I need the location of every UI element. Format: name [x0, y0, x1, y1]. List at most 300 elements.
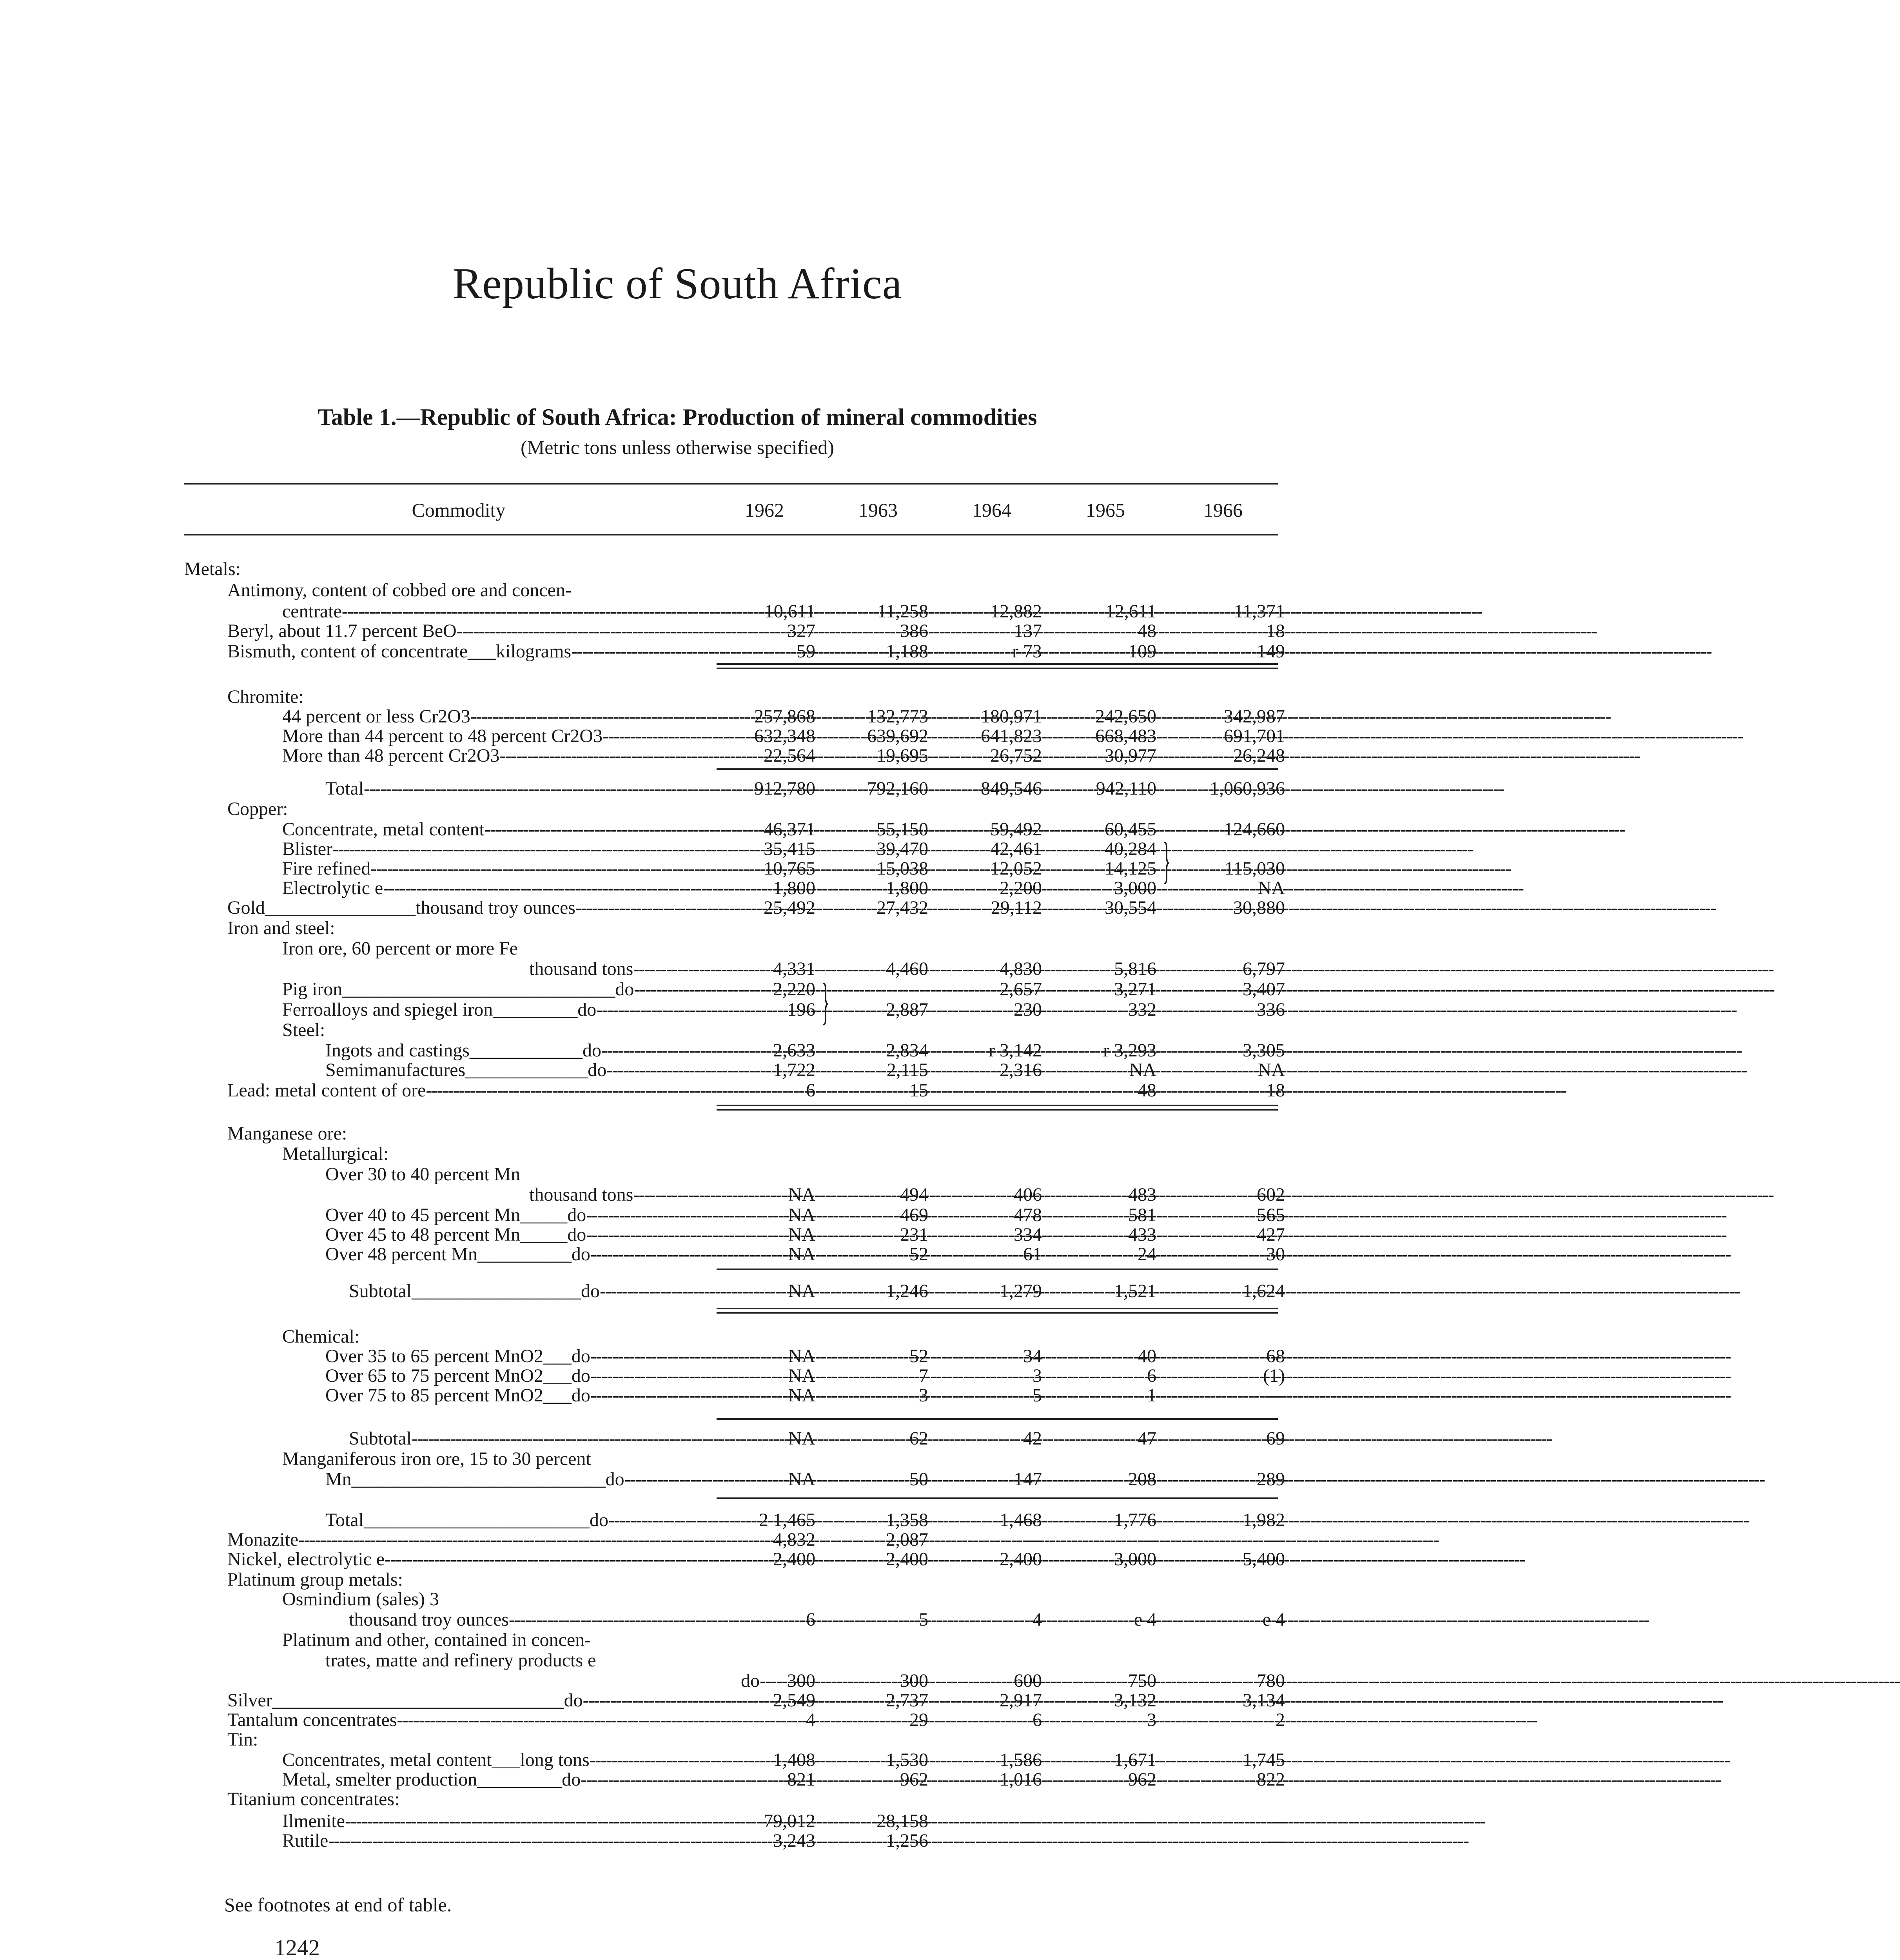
value-1966 [1183, 938, 1285, 959]
subtotal-rule [717, 1497, 1278, 1499]
table-row [0, 746, 1355, 766]
value-1965: r 3,293 [1103, 1040, 1156, 1061]
value-1962: NA [788, 1469, 815, 1490]
value-1965: 581 [1128, 1205, 1156, 1225]
value-1962: 46,371 [764, 819, 815, 840]
value-1963: 7 [919, 1365, 928, 1386]
value-1962: 2,633 [773, 1040, 815, 1061]
value-1964: 4,830 [1000, 958, 1042, 979]
table-row [0, 1244, 1355, 1265]
value-1964: 2,400 [1000, 1549, 1042, 1570]
commodity-label: Pig iron_____________________________do ----- [184, 979, 719, 1000]
value-1964 [940, 1650, 1042, 1671]
value-1965: 30,554 [1105, 897, 1156, 918]
value-1962 [713, 1650, 815, 1671]
value-1964: 334 [1014, 1224, 1042, 1245]
commodity-label: Fire refined ----- [184, 858, 719, 879]
table-row [0, 979, 1355, 1000]
commodity-label: Bismuth, content of concentrate___kilograms ----- [184, 641, 719, 662]
commodity-label: Subtotal__________________do ----- [184, 1281, 719, 1301]
value-1966: --- [1266, 1385, 1285, 1406]
commodity-label: Iron and steel: [227, 918, 335, 938]
value-1964: 59,492 [990, 819, 1042, 840]
commodity-label: More than 48 percent Cr2O3 ----- [184, 746, 719, 766]
commodity-label: Over 75 to 85 percent MnO2___do ----- [184, 1385, 719, 1406]
value-1964 [940, 1020, 1042, 1040]
table-row [0, 1123, 1355, 1144]
table-row [0, 1080, 1355, 1101]
table-row [0, 1281, 1355, 1301]
value-1962: 632,348 [754, 726, 815, 746]
value-1963 [826, 1327, 928, 1347]
table-row [0, 1650, 1355, 1671]
value-1965: 6 [1147, 1365, 1156, 1386]
table-row [0, 1789, 1355, 1809]
value-1962: 1,722 [773, 1060, 815, 1080]
table-row [0, 819, 1355, 840]
value-1966 [1183, 1020, 1285, 1040]
value-1962: NA [788, 1346, 815, 1367]
value-1966: 115,030 [1224, 858, 1285, 879]
value-1966 [1183, 1650, 1285, 1671]
value-1962 [713, 580, 815, 601]
value-1964 [940, 687, 1042, 707]
value-1966: NA [1258, 1060, 1285, 1080]
value-1963: 792,160 [867, 778, 928, 799]
value-1966: --- [1266, 1529, 1285, 1550]
value-1964 [940, 1789, 1042, 1809]
value-1966: 26,248 [1233, 745, 1285, 766]
commodity-label: Mn___________________________do ----- [184, 1469, 719, 1490]
table-row [0, 839, 1355, 859]
value-1965: 433 [1128, 1224, 1156, 1245]
value-1963 [826, 1650, 928, 1671]
value-1966: 11,371 [1234, 601, 1285, 622]
value-1965 [1054, 687, 1156, 707]
value-1964: 1,468 [1000, 1510, 1042, 1530]
value-1963: 29 [909, 1710, 928, 1730]
commodity-label: Silver_______________________________do ----- [184, 1690, 719, 1711]
value-1966: 3,134 [1243, 1690, 1285, 1711]
commodity-label: Ilmenite ----- [184, 1811, 719, 1831]
value-1965 [1054, 1144, 1156, 1164]
value-1964: 3 [1033, 1365, 1042, 1386]
value-1965 [1054, 938, 1156, 959]
value-1966: --- [1266, 1811, 1285, 1831]
table-row [0, 726, 1355, 746]
value-1962: 6 [806, 1080, 815, 1101]
value-1962: NA [788, 1184, 815, 1205]
value-1964: 1,016 [1000, 1769, 1042, 1790]
value-1965: 109 [1128, 641, 1156, 662]
value-1964: 600 [1014, 1670, 1042, 1691]
page-title: Republic of South Africa [452, 260, 902, 308]
table-row [0, 898, 1355, 918]
value-1964 [940, 1570, 1042, 1590]
value-1962: 35,415 [764, 838, 815, 859]
commodity-label: Chemical: [282, 1326, 360, 1347]
commodity-label: Electrolytic e ----- [184, 878, 719, 898]
value-1964: 478 [1014, 1205, 1042, 1225]
value-1966: 342,987 [1224, 706, 1285, 727]
value-1962: 196 [787, 999, 815, 1020]
value-1962 [713, 938, 815, 959]
value-1965: 332 [1128, 999, 1156, 1020]
commodity-label: Ingots and castings____________do ----- [184, 1040, 719, 1061]
value-1966: 30,880 [1233, 897, 1285, 918]
value-1962: 6 [806, 1609, 815, 1630]
commodity-label: Osmindium (sales) 3 [282, 1589, 439, 1610]
value-1962: 25,492 [764, 897, 815, 918]
value-1964 [940, 918, 1042, 938]
value-1964 [940, 1164, 1042, 1185]
value-1963: 1,800 [886, 878, 928, 898]
commodity-label: Steel: [282, 1020, 325, 1040]
value-1964 [940, 580, 1042, 601]
value-1963: 19,695 [877, 745, 928, 766]
subtotal-rule [717, 1418, 1278, 1420]
value-1962 [713, 1730, 815, 1750]
value-1964: 2,917 [1000, 1690, 1042, 1711]
value-1966 [1183, 918, 1285, 938]
table-row [0, 959, 1355, 979]
value-1963 [826, 1144, 928, 1164]
value-1962: 2 1,465 [759, 1510, 815, 1530]
table-row [0, 1610, 1355, 1630]
table-row [0, 1185, 1355, 1205]
value-1962: 79,012 [764, 1811, 815, 1831]
commodity-label: Copper: [227, 799, 288, 819]
value-1965: --- [1138, 1811, 1156, 1831]
value-1962 [713, 559, 815, 579]
table-row [0, 1630, 1355, 1650]
value-1964 [940, 1144, 1042, 1164]
value-1966 [1183, 687, 1285, 707]
value-1965: 3,132 [1114, 1690, 1156, 1711]
value-1966: 68 [1266, 1346, 1285, 1367]
table-subcaption: (Metric tons unless otherwise specified) [521, 436, 834, 458]
value-1965: 48 [1138, 621, 1156, 641]
commodity-label: centrate ----- [184, 601, 719, 622]
value-1965: 47 [1138, 1428, 1156, 1449]
value-1965: 242,650 [1095, 706, 1156, 727]
value-1965: 942,110 [1096, 778, 1156, 799]
value-1966: 822 [1257, 1769, 1285, 1790]
value-1966: 336 [1257, 999, 1285, 1020]
commodity-label: Metals: [184, 559, 241, 579]
value-1963: 639,692 [867, 726, 928, 746]
value-1964: 12,882 [990, 601, 1042, 622]
brace-icon: } [821, 973, 830, 1030]
value-1963: 5 [919, 1609, 928, 1630]
commodity-label: Subtotal ----- [184, 1428, 719, 1449]
section-double-rule [717, 1308, 1278, 1314]
value-1965: 3 [1147, 1710, 1156, 1730]
column-header-1965: 1965 [1086, 499, 1125, 521]
value-1966: 6,797 [1243, 958, 1285, 979]
value-1964: 147 [1014, 1469, 1042, 1490]
commodity-label: Blister ----- [184, 839, 719, 859]
value-1962: 1,800 [773, 878, 815, 898]
value-1962: NA [788, 1244, 815, 1265]
value-1965: NA [1129, 1060, 1156, 1080]
value-1962: 2,220 [773, 979, 815, 1000]
value-1964: 1,279 [1000, 1281, 1042, 1301]
value-1965 [1054, 1123, 1156, 1144]
value-1964 [940, 938, 1042, 959]
column-header-commodity: Commodity [412, 499, 506, 521]
table-row [0, 706, 1355, 727]
commodity-label: Platinum group metals: [227, 1569, 403, 1590]
table-row [0, 918, 1355, 938]
value-1965: 12,611 [1105, 601, 1156, 622]
commodity-label: thousand tons ----- [184, 959, 719, 979]
table-row [0, 601, 1355, 622]
value-1962 [713, 1789, 815, 1809]
commodity-label: Tantalum concentrates ----- [184, 1710, 719, 1730]
value-1966 [1183, 799, 1285, 819]
value-1963: 2,737 [886, 1690, 928, 1711]
table-row [0, 1144, 1355, 1164]
value-1963 [826, 1789, 928, 1809]
value-1963: 50 [909, 1469, 928, 1490]
value-1966: 780 [1257, 1670, 1285, 1691]
commodity-label: Ferroalloys and spiegel iron_________do ----- [184, 1000, 719, 1020]
value-1965: 3,000 [1114, 1549, 1156, 1570]
commodity-label: Semimanufactures_____________do ----- [184, 1060, 719, 1080]
value-1963: 15 [909, 1080, 928, 1101]
table-row [0, 1750, 1355, 1770]
value-1962: 2,549 [773, 1690, 815, 1711]
value-1963: 28,158 [877, 1811, 928, 1831]
table-row [0, 799, 1355, 819]
commodity-label: Chromite: [227, 686, 304, 707]
value-1963: 15,038 [877, 858, 928, 879]
value-1962: NA [788, 1385, 815, 1406]
value-1962 [713, 799, 815, 819]
value-1965: --- [1138, 1529, 1156, 1550]
value-1965: 1 [1147, 1385, 1156, 1406]
value-1963 [826, 1164, 928, 1185]
value-1966 [1183, 1449, 1285, 1469]
value-1964: 61 [1023, 1244, 1042, 1265]
value-1962: 4 [806, 1710, 815, 1730]
value-1964 [940, 1630, 1042, 1650]
commodity-label: Total________________________do ----- [184, 1510, 719, 1530]
value-1966: 289 [1257, 1469, 1285, 1490]
subtotal-rule [717, 768, 1278, 770]
value-1966: 18 [1266, 621, 1285, 641]
column-header-1962: 1962 [745, 499, 784, 521]
commodity-label: Over 30 to 40 percent Mn [325, 1164, 521, 1185]
commodity-label: Concentrate, metal content ----- [184, 819, 719, 840]
value-1965 [1054, 1020, 1156, 1040]
table-row [0, 1164, 1355, 1185]
table-caption: Table 1.—Republic of South Africa: Production of mineral commodities [318, 404, 1037, 430]
value-1963 [826, 1570, 928, 1590]
value-1962 [713, 1630, 815, 1650]
value-1964 [940, 1449, 1042, 1469]
value-1962: 2,400 [773, 1549, 815, 1570]
section-double-rule [717, 1105, 1278, 1111]
commodity-label: Over 48 percent Mn__________do ----- [184, 1244, 719, 1265]
value-1963: 3 [919, 1385, 928, 1406]
value-1964 [940, 799, 1042, 819]
value-1966 [1183, 1630, 1285, 1650]
value-1963: 4,460 [886, 958, 928, 979]
value-1962: NA [788, 1224, 815, 1245]
value-1966: --- [1266, 1830, 1285, 1851]
commodity-label: Total ----- [184, 779, 719, 799]
table-row [0, 1469, 1355, 1490]
value-1963 [826, 580, 928, 601]
value-1962 [713, 1449, 815, 1469]
value-1965: 1,521 [1114, 1281, 1156, 1301]
value-1966: 124,660 [1224, 819, 1285, 840]
value-1965 [1054, 1449, 1156, 1469]
value-1966 [1183, 1730, 1285, 1750]
value-1966: 691,701 [1224, 726, 1285, 746]
table-row [0, 1040, 1355, 1061]
column-header-1964: 1964 [972, 499, 1011, 521]
value-1963: 1,246 [886, 1281, 928, 1301]
value-1966: 1,982 [1243, 1510, 1285, 1530]
value-1962: 257,868 [754, 706, 815, 727]
table-row [0, 1690, 1355, 1711]
value-1963 [826, 1020, 928, 1040]
value-1963: 62 [909, 1428, 928, 1449]
value-1963 [826, 1123, 928, 1144]
value-1966: 2 [1276, 1710, 1285, 1730]
value-1964: 137 [1014, 621, 1042, 641]
table-row [0, 878, 1355, 898]
value-1965 [1054, 1327, 1156, 1347]
commodity-label: Iron ore, 60 percent or more Fe [282, 938, 518, 959]
value-1965: 40,284 [1105, 838, 1156, 859]
value-1964 [940, 1327, 1042, 1347]
value-1965 [1054, 1730, 1156, 1750]
commodity-label: 44 percent or less Cr2O3 ----- [184, 706, 719, 727]
commodity-label: Nickel, electrolytic e ----- [184, 1549, 719, 1570]
value-1963: 55,150 [877, 819, 928, 840]
commodity-label: Platinum and other, contained in concen- [282, 1630, 591, 1650]
value-1965: 750 [1128, 1670, 1156, 1691]
table-row [0, 858, 1355, 879]
value-1964: 34 [1023, 1346, 1042, 1367]
table-row [0, 1385, 1355, 1406]
value-1963: 1,188 [886, 641, 928, 662]
page-number: 1242 [274, 1935, 320, 1960]
table-row [0, 1428, 1355, 1449]
value-1965: 208 [1128, 1469, 1156, 1490]
value-1962: NA [788, 1428, 815, 1449]
table-row [0, 1710, 1355, 1730]
table-row [0, 1000, 1355, 1020]
value-1963: 52 [909, 1244, 928, 1265]
table-row [0, 1831, 1355, 1851]
commodity-label: Antimony, content of cobbed ore and concen- [227, 580, 572, 601]
value-1966: 69 [1266, 1428, 1285, 1449]
table-row [0, 580, 1355, 601]
table-row [0, 1225, 1355, 1245]
value-1962: 3,243 [773, 1830, 815, 1851]
value-1964: r 3,142 [989, 1040, 1042, 1061]
value-1963: 27,432 [877, 897, 928, 918]
header-top-rule [184, 483, 1278, 485]
table-row [0, 1346, 1355, 1367]
value-1966 [1183, 580, 1285, 601]
table-row [0, 1589, 1355, 1610]
value-1964: 4 [1033, 1609, 1042, 1630]
value-1965: 962 [1128, 1769, 1156, 1790]
value-1963: 386 [900, 621, 928, 641]
value-1963: 231 [900, 1224, 928, 1245]
value-1963: 2,115 [886, 1060, 928, 1080]
commodity-label: Metallurgical: [282, 1143, 389, 1164]
value-1965 [1054, 799, 1156, 819]
value-1964: --- [1023, 1529, 1042, 1550]
value-1963 [826, 1730, 928, 1750]
table-row [0, 1327, 1355, 1347]
value-1966: 602 [1257, 1184, 1285, 1205]
value-1964: 2,316 [1000, 1060, 1042, 1080]
value-1965 [1054, 559, 1156, 579]
value-1963 [826, 559, 928, 579]
value-1965: 24 [1138, 1244, 1156, 1265]
value-1962: 4,331 [773, 958, 815, 979]
commodity-label: Beryl, about 11.7 percent BeO ----- [184, 621, 719, 641]
value-1962: 4,832 [773, 1529, 815, 1550]
value-1965: 3,000 [1114, 878, 1156, 898]
value-1965: 14,125 [1105, 858, 1156, 879]
value-1966: 5,400 [1243, 1549, 1285, 1570]
value-1966 [1183, 1144, 1285, 1164]
commodity-label: Manganiferous iron ore, 15 to 30 percent [282, 1448, 591, 1469]
commodity-label: Gold________________thousand troy ounces ----- [184, 898, 719, 918]
value-1962 [713, 1020, 815, 1040]
value-1962: 22,564 [764, 745, 815, 766]
value-1962: 821 [787, 1769, 815, 1790]
value-1964: 2,200 [1000, 878, 1042, 898]
value-1964 [940, 559, 1042, 579]
value-1963 [826, 918, 928, 938]
table-row [0, 1671, 1355, 1691]
commodity-label: Monazite ----- [184, 1530, 719, 1550]
column-header-1963: 1963 [858, 499, 898, 521]
commodity-label: Titanium concentrates: [227, 1789, 400, 1809]
value-1962 [713, 918, 815, 938]
footnote: See footnotes at end of table. [224, 1894, 452, 1916]
value-1962 [713, 1164, 815, 1185]
value-1964: 29,112 [991, 897, 1042, 918]
brace-icon: } [1162, 832, 1171, 889]
value-1966 [1183, 839, 1285, 859]
value-1964: --- [1023, 1830, 1042, 1851]
value-1964 [940, 1123, 1042, 1144]
value-1964: 26,752 [990, 745, 1042, 766]
value-1963 [826, 938, 928, 959]
value-1966 [1183, 1570, 1285, 1590]
commodity-label: trates, matte and refinery products e [325, 1650, 596, 1671]
value-1965 [1054, 1164, 1156, 1185]
value-1963: 2,834 [886, 1040, 928, 1061]
value-1963: 1,256 [886, 1830, 928, 1851]
commodity-label: More than 44 percent to 48 percent Cr2O3 ----- [184, 726, 719, 746]
value-1965: --- [1138, 1830, 1156, 1851]
value-1963: 1,358 [886, 1510, 928, 1530]
value-1966 [1183, 1164, 1285, 1185]
table-row [0, 1020, 1355, 1040]
